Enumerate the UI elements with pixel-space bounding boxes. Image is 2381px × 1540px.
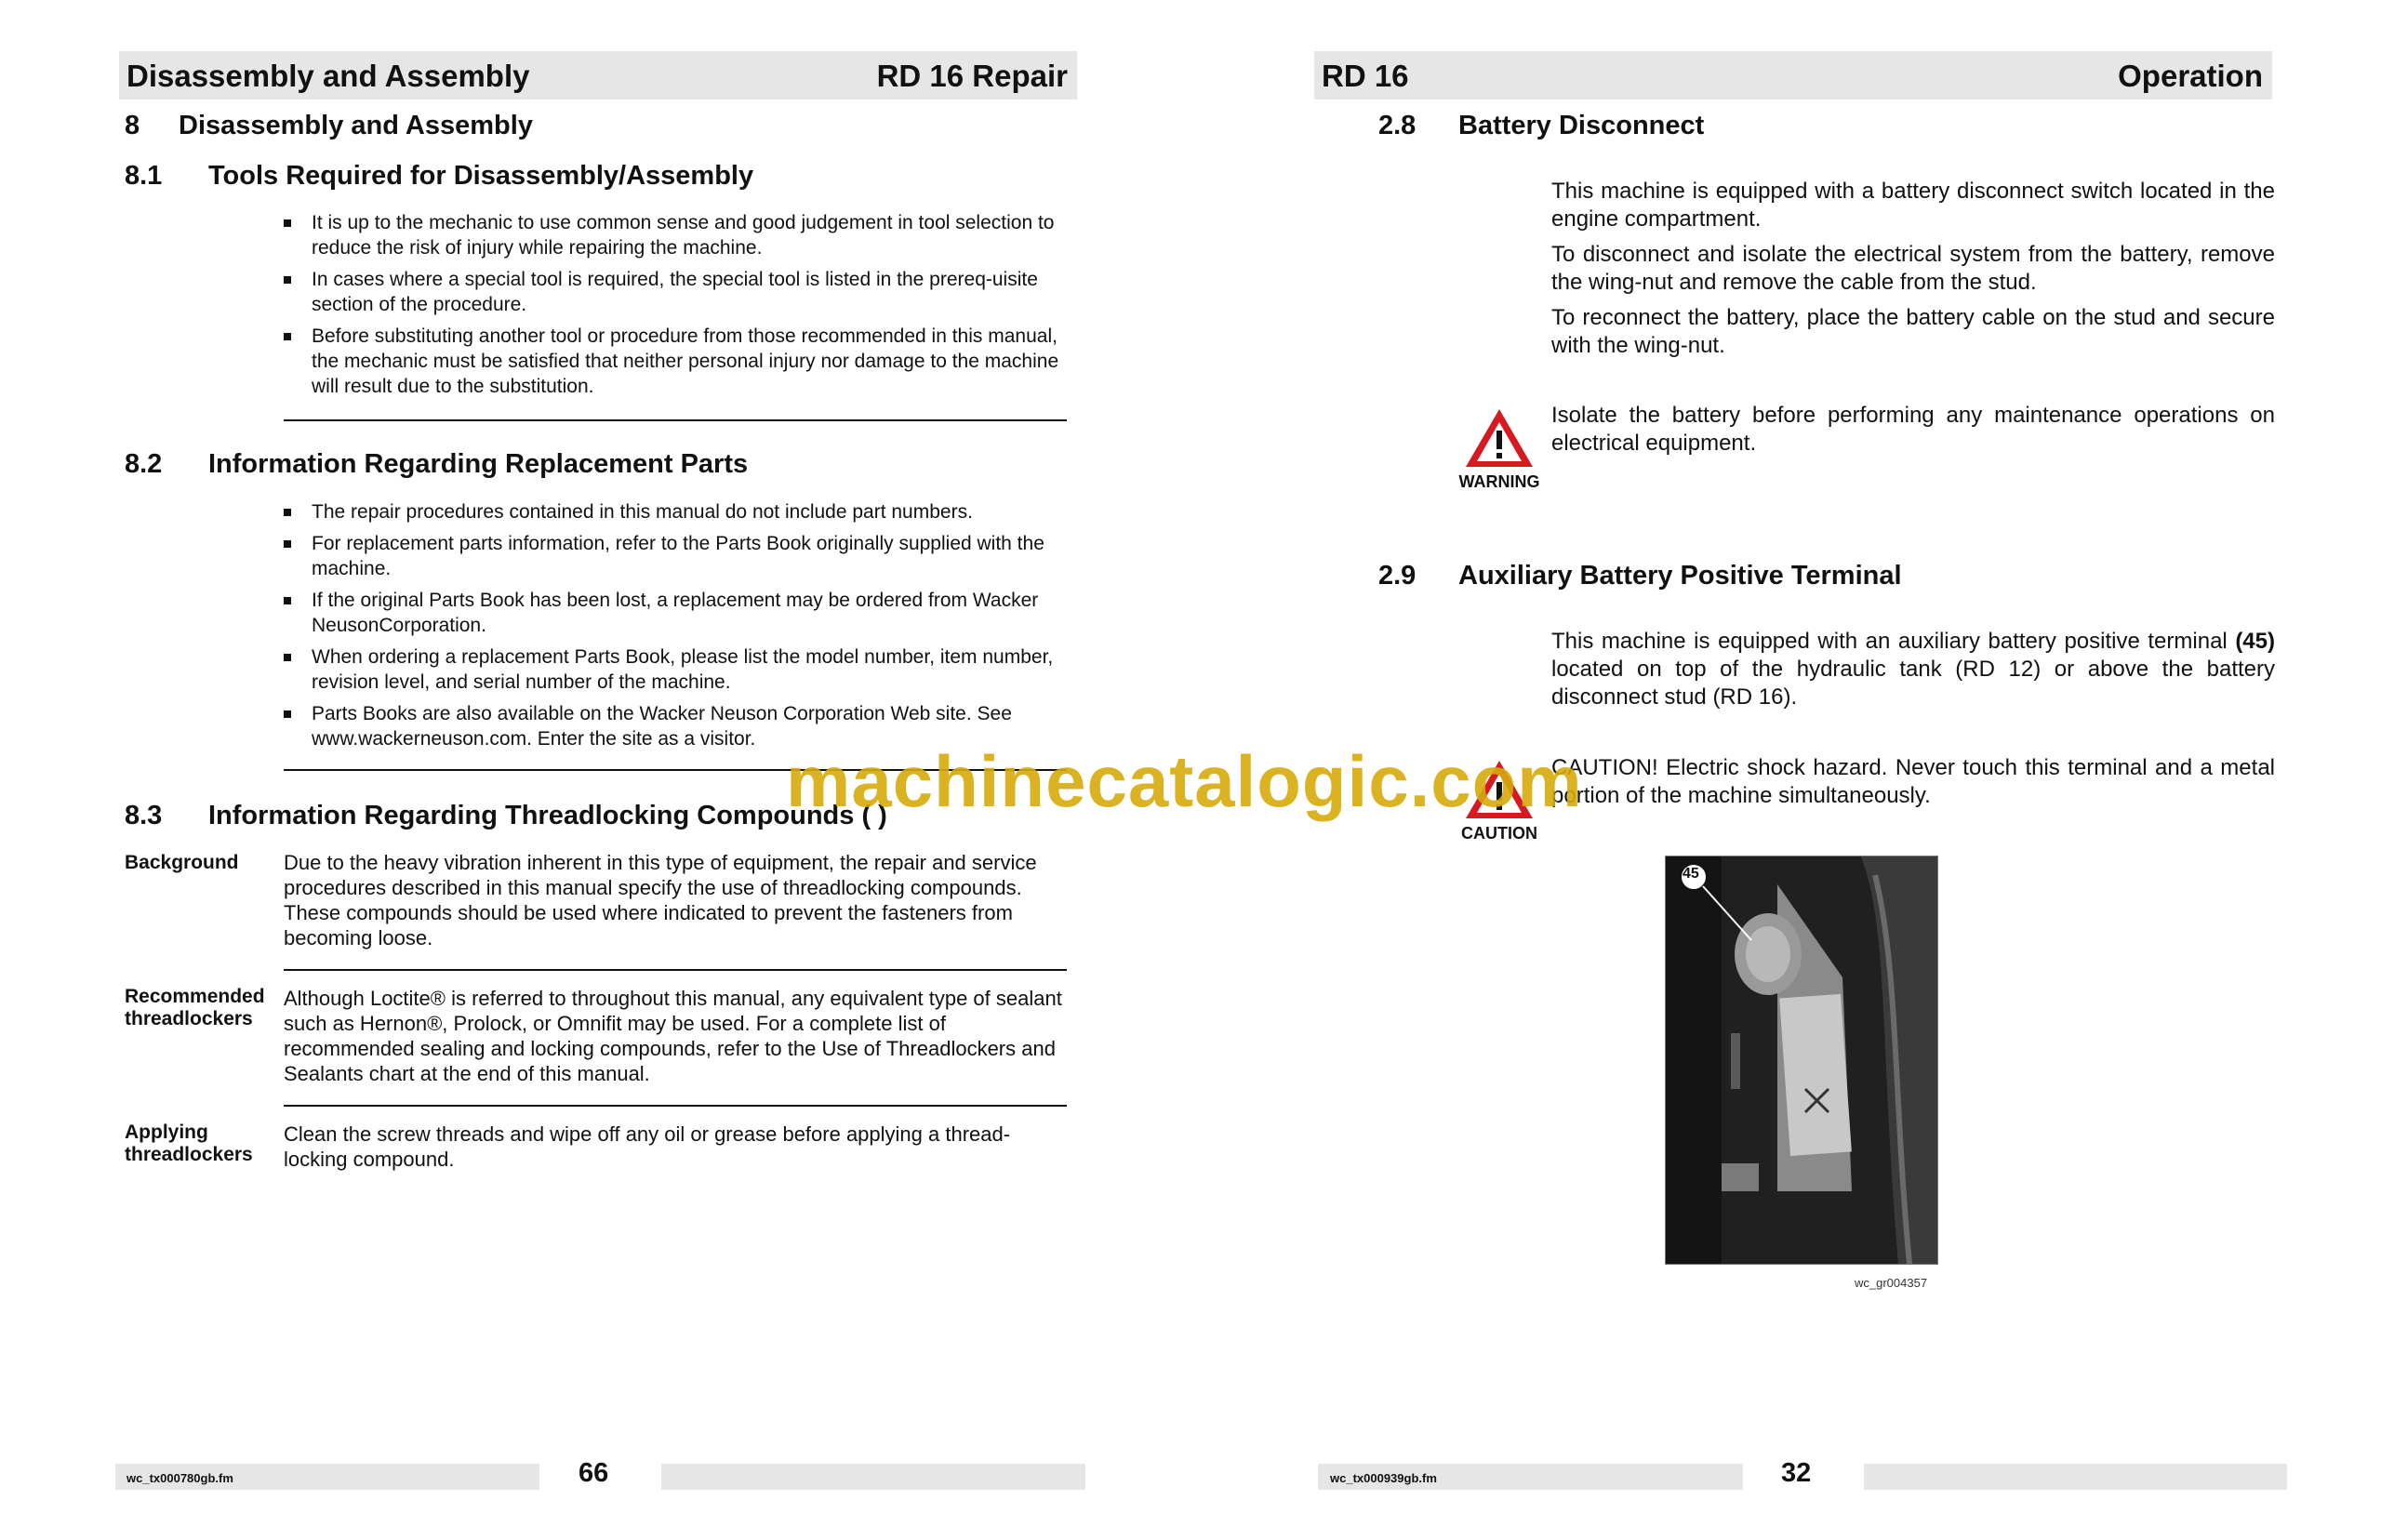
list-item: When ordering a replacement Parts Book, please list the model number, item number, revision level, and serial number of the machine. bbox=[284, 644, 1070, 695]
paragraph bbox=[1551, 628, 2275, 711]
section-title: Information Regarding Replacement Parts bbox=[208, 449, 749, 479]
list-item: Before substituting another tool or procedure from those recommended in this manual, the mechanic must be satisfied that neither personal injury nor damage to the machine will result due to the substitution. bbox=[284, 324, 1070, 399]
caution-text: CAUTION! Electric shock hazard. Never touch this terminal and a metal portion of the machine simultaneously. bbox=[1551, 755, 2275, 808]
paragraph-text: This machine is equipped with an auxiliary battery positive terminal bbox=[1551, 629, 2236, 654]
footer-file: wc_tx000780gb.fm bbox=[126, 1471, 233, 1485]
list-item: The repair procedures contained in this manual do not include part numbers. bbox=[284, 499, 1070, 524]
page-header bbox=[1314, 51, 2272, 100]
row-label-background: Background bbox=[125, 852, 239, 873]
page-number: 66 bbox=[579, 1458, 609, 1488]
parts-bullet-list bbox=[284, 499, 1070, 758]
terminal-photo-image bbox=[1666, 856, 1937, 1264]
row-text-recommended: Although Loctite® is referred to throughout this manual, any equivalent type of sealant such as Hernon®, Prolock, or Omnifit may be used. For a complete list of recommended sealing and locking compounds, refer to the Use of Threadlockers and Sealants chart at the end of this manual. bbox=[284, 987, 1062, 1085]
row-label-recommended: Recommended threadlockers bbox=[125, 986, 265, 1029]
warning-symbol bbox=[1448, 405, 1550, 492]
divider bbox=[284, 1105, 1067, 1107]
page-header bbox=[119, 51, 1077, 100]
footer-file: wc_tx000939gb.fm bbox=[1330, 1471, 1437, 1485]
paragraph: To disconnect and isolate the electrical system from the battery, remove the wing-nut and remove the cable from the stud. bbox=[1551, 242, 2275, 295]
callout-ref: (45) bbox=[2235, 629, 2275, 654]
warning-text: Isolate the battery before performing any maintenance operations on electrical equipment. bbox=[1551, 403, 2275, 456]
header-model: RD 16 Repair bbox=[876, 59, 1068, 93]
section-number: 2.9 bbox=[1378, 561, 1417, 591]
terminal-photo bbox=[1665, 856, 1938, 1265]
paragraph: To reconnect the battery, place the battery cable on the stud and secure with the wing-nut. bbox=[1551, 305, 2275, 358]
section-title: Tools Required for Disassembly/Assembly bbox=[208, 161, 754, 191]
section-title: Information Regarding Threadlocking Compounds ( ) bbox=[208, 801, 887, 830]
paragraph-text: located on top of the hydraulic tank (RD 12) or above the battery disconnect stud (RD 16). bbox=[1551, 657, 2275, 710]
header-model: RD 16 bbox=[1322, 59, 1409, 93]
list-item: If the original Parts Book has been lost, a replacement may be ordered from Wacker NeusonCorporation. bbox=[284, 588, 1070, 638]
section-number: 8.1 bbox=[125, 161, 163, 191]
section-number: 2.8 bbox=[1378, 111, 1417, 140]
footer-bar-right bbox=[1864, 1464, 2287, 1490]
row-label-applying: Applying threadlockers bbox=[125, 1122, 253, 1165]
section-title: Battery Disconnect bbox=[1458, 111, 1705, 140]
row-text-background: Due to the heavy vibration inherent in this type of equipment, the repair and service procedures described in this manual specify the use of threadlocking compounds. These compounds should be used where indicated to prevent the fasteners from becoming loose. bbox=[284, 851, 1037, 949]
figure-caption: wc_gr004357 bbox=[1855, 1276, 1928, 1290]
warning-label: WARNING bbox=[1458, 472, 1540, 491]
list-item: Parts Books are also available on the Wacker Neuson Corporation Web site. See www.wackerneuson.com. Enter the site as a visitor. bbox=[284, 701, 1070, 751]
warning-triangle-icon bbox=[1462, 405, 1536, 471]
page-number: 32 bbox=[1781, 1458, 1812, 1488]
chapter-title: Disassembly and Assembly bbox=[179, 111, 533, 140]
section-number: 8.3 bbox=[125, 801, 163, 830]
divider bbox=[284, 419, 1067, 421]
photo-callout: 45 bbox=[1683, 866, 1699, 882]
footer-bar-right bbox=[661, 1464, 1085, 1490]
header-section: Operation bbox=[2118, 59, 2263, 93]
row-text-applying: Clean the screw threads and wipe off any oil or grease before applying a thread-locking compound. bbox=[284, 1122, 1011, 1171]
list-item: For replacement parts information, refer to the Parts Book originally supplied with the machine. bbox=[284, 531, 1070, 581]
caution-label: CAUTION bbox=[1461, 824, 1537, 843]
tools-bullet-list bbox=[284, 210, 1070, 405]
list-item: In cases where a special tool is required, the special tool is listed in the prereq-uisite section of the procedure. bbox=[284, 267, 1070, 317]
watermark: machinecatalogic.com bbox=[786, 740, 1583, 822]
section-title: Auxiliary Battery Positive Terminal bbox=[1458, 561, 1902, 591]
divider bbox=[284, 969, 1067, 971]
list-item: It is up to the mechanic to use common sense and good judgement in tool selection to reduce the risk of injury while repairing the machine. bbox=[284, 210, 1070, 260]
chapter-number: 8 bbox=[125, 111, 140, 140]
section-number: 8.2 bbox=[125, 449, 163, 479]
paragraph: This machine is equipped with a battery disconnect switch located in the engine compartment. bbox=[1551, 179, 2275, 232]
header-section: Disassembly and Assembly bbox=[126, 59, 530, 93]
